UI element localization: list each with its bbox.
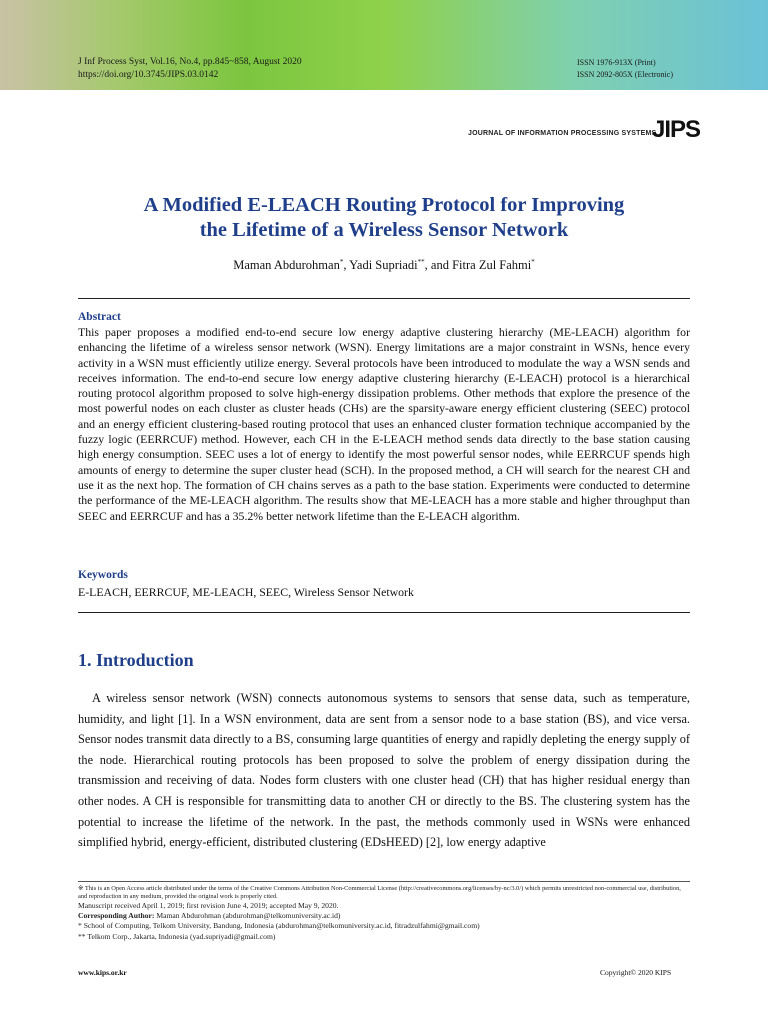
journal-citation: J Inf Process Syst, Vol.16, No.4, pp.845~858, August 2020 <box>78 57 302 67</box>
affiliation-2: ** Telkom Corp., Jakarta, Indonesia (yad.supriyadi@gmail.com) <box>78 931 276 941</box>
abstract-body: This paper proposes a modified end-to-end secure low energy adaptive clustering hierarchy (ME-LEACH) algorithm for enhancing the lifetime of a wireless sensor network (WSN). Energy limitations are a major constraint in WSNs, hence every activity in a WSN must efficiently utilize energy. Several protocols have been introduced to modulate the way a WSN sends and receives information. The end-to-end secure low energy adaptive clustering hierarchy (E-LEACH) protocol is a hierarchical routing protocol algorithm proposed to solve high-energy dissipation problems. Other methods that explore the presence of the most powerful nodes on each cluster as cluster heads (CHs) are the sparsity-aware energy efficient clustering (SEEC) protocol and an energy efficient clustering-based routing protocol that uses an enhanced cluster formation technique accompanied by the fuzzy logic (EERRCUF) method. However, each CH in the E-LEACH method sends data directly to the base station causing high energy consumption. SEEC uses a lot of energy to identify the most powerful sensor nodes, while EERRCUF spends high amounts of energy to determine the super cluster head (SCH). In the proposed method, a CH will search for the nearest CH and use it as the next hop. The formation of CH chains serves as a path to the base station. Experiments were conducted to determine the performance of the ME-LEACH algorithm. The results show that ME-LEACH has a more stable and higher throughput than SEEC and EERRCUF and has a 35.2% better network lifetime than the E-LEACH algorithm. <box>78 325 690 523</box>
paper-title <box>60 193 708 243</box>
section-heading-introduction: 1. Introduction <box>78 650 194 670</box>
corresponding-label: Corresponding Author: <box>78 911 155 921</box>
author-name: Maman Abdurohman <box>233 258 340 273</box>
journal-name: JOURNAL OF INFORMATION PROCESSING SYSTEMS <box>468 130 657 137</box>
title-line-2: the Lifetime of a Wireless Sensor Network <box>199 219 569 241</box>
keywords-heading: Keywords <box>78 569 128 581</box>
author-list <box>0 258 768 273</box>
corresponding-value: Maman Abdurohman (abdurohman@telkomuniversity.ac.id) <box>154 911 341 921</box>
introduction-paragraph: A wireless sensor network (WSN) connects autonomous systems to sensors that sense data, such as temperature, humidity, and light [1]. In a WSN environment, data are sent from a sensor node to a base station (BS), and vice versa. Sensor nodes transmit data directly to a BS, consuming large quantities of energy and rapidly depleting the energy supply of the node. Hierarchical routing protocols has been proposed to solve the problem of energy dissipation during the transmission and receiving of data. Nodes form clusters with one cluster head (CH) that has higher residual energy than other nodes. A CH is responsible for transmitting data to another CH or directly to the BS. The clustering system has the potential to increase the lifetime of the network. In the past, the methods commonly used in WSNs were enhanced simplified hybrid, energy-efficient, distributed clustering (EDsHEED) [2], low energy adaptive <box>78 691 690 850</box>
issn-block <box>577 57 673 81</box>
introduction-body <box>78 688 690 853</box>
corresponding-author <box>78 911 690 921</box>
author-name: , Yadi Supriadi <box>343 258 418 273</box>
affiliation-1: * School of Computing, Telkom University, Bandung, Indonesia (abdurohman@telkomuniversity.ac.id, fitradzulfahmi@gmail.com) <box>78 921 480 931</box>
keywords-body: E-LEACH, EERRCUF, ME-LEACH, SEEC, Wireless Sensor Network <box>78 585 414 599</box>
abstract-heading: Abstract <box>78 311 121 323</box>
doi-link[interactable]: https://doi.org/10.3745/JIPS.03.0142 <box>78 70 219 80</box>
footer-copyright: Copyright© 2020 KIPS <box>600 968 672 977</box>
author-mark: * <box>531 258 535 266</box>
footer-website[interactable]: www.kips.or.kr <box>78 968 127 977</box>
manuscript-dates: Manuscript received April 1, 2019; first revision June 4, 2019; accepted May 9, 2020. <box>78 901 339 910</box>
keywords-bottom-rule <box>78 612 690 613</box>
abstract-top-rule <box>78 298 690 299</box>
title-line-1: A Modified E-LEACH Routing Protocol for Improving <box>143 194 625 216</box>
author-mark: * <box>339 258 344 266</box>
jips-logo: JIPS <box>652 116 701 143</box>
author-mark: ** <box>417 258 425 266</box>
footnote-rule <box>78 881 690 882</box>
citation-block <box>78 56 302 82</box>
issn-electronic: ISSN 2092-805X (Electronic) <box>577 70 673 79</box>
author-name: , and Fitra Zul Fahmi <box>424 258 532 273</box>
footnotes <box>78 885 690 942</box>
license-note: ※ This is an Open Access article distributed under the terms of the Creative Commons Attribution Non-Commercial License (http://creativecommons.org/licenses/by-nc/3.0/) which permits unrestricted non-commercial use, distribution, and reproduction in any medium, provided the original work is properly cited. <box>78 885 681 900</box>
issn-print: ISSN 1976-913X (Print) <box>577 58 656 67</box>
header-banner <box>0 0 768 90</box>
